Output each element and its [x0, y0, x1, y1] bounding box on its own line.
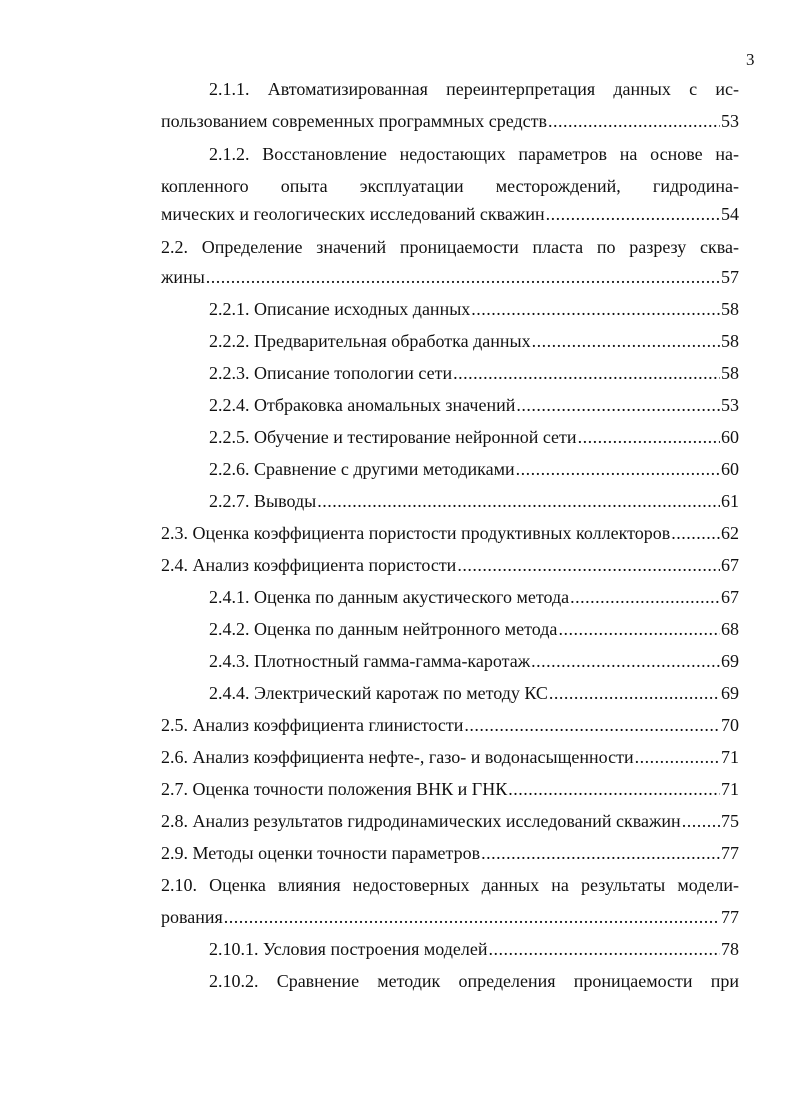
toc-entry-2-1-1	[161, 110, 739, 132]
dot-leader	[489, 938, 721, 960]
toc-page-number: 70	[721, 715, 739, 735]
toc-entry-2-6	[161, 746, 739, 768]
toc-page-number: 57	[721, 267, 739, 287]
toc-page-number: 58	[721, 363, 739, 383]
toc-entry-title: 2.3. Оценка коэффициента пористости продуктивных коллекторов	[161, 523, 671, 543]
toc-page-number: 71	[721, 747, 739, 767]
toc-entry-title: 2.4.4. Электрический каротаж по методу КС	[209, 683, 548, 703]
dot-leader	[671, 522, 720, 544]
toc-entry-2-1-2	[161, 203, 739, 225]
toc-entry-title: 2.2.5. Обучение и тестирование нейронной сети	[209, 427, 577, 447]
toc-page-number: 53	[721, 395, 739, 415]
toc-page-number: 58	[721, 299, 739, 319]
toc-entry-title: 2.2.6. Сравнение с другими методиками	[209, 459, 515, 479]
toc-entry-title: мических и геологических исследований скважин	[161, 204, 545, 224]
dot-leader	[224, 906, 720, 928]
toc-page-number: 62	[721, 523, 739, 543]
toc-entry-2-1-2-line-2: копленного опыта эксплуатации месторождений, гидродина-	[161, 176, 739, 196]
toc-entry-title: 2.10.1. Условия построения моделей	[209, 939, 488, 959]
dot-leader	[531, 650, 720, 672]
toc-page-number: 77	[721, 843, 739, 863]
toc-entry-title: пользованием современных программных средств	[161, 111, 547, 131]
toc-page-number: 58	[721, 331, 739, 351]
toc-page-number: 77	[721, 907, 739, 927]
toc-entry-title: 2.2.7. Выводы	[209, 491, 317, 511]
dot-leader	[558, 618, 720, 640]
dot-leader	[457, 554, 720, 576]
dot-leader	[516, 458, 720, 480]
toc-entry-title: 2.4.3. Плотностный гамма-гамма-каротаж	[209, 651, 531, 671]
toc-entry-2-2-5	[209, 426, 739, 448]
toc-entry-2-8	[161, 810, 739, 832]
dot-leader	[464, 714, 720, 736]
toc-entry-2-2-6	[209, 458, 739, 480]
toc-page-number: 75	[721, 811, 739, 831]
toc-entry-title: 2.8. Анализ результатов гидродинамических исследований скважин	[161, 811, 681, 831]
toc-page-number: 69	[721, 651, 739, 671]
toc-entry-title: 2.9. Методы оценки точности параметров	[161, 843, 481, 863]
toc-entry-2-4	[161, 554, 739, 576]
dot-leader	[453, 362, 720, 384]
dot-leader	[548, 110, 720, 132]
toc-page-number: 67	[721, 587, 739, 607]
toc-page-number: 61	[721, 491, 739, 511]
dot-leader	[682, 810, 720, 832]
toc-entry-2-1-2-line-1: 2.1.2. Восстановление недостающих параметров на основе на-	[209, 144, 739, 164]
toc-entry-2-10-1	[209, 938, 739, 960]
toc-entry-title: 2.4.1. Оценка по данным акустического метода	[209, 587, 570, 607]
toc-entry-2-10	[161, 906, 739, 928]
toc-entry-title: 2.6. Анализ коэффициента нефте-, газо- и водонасыщенности	[161, 747, 634, 767]
toc-entry-2-4-2	[209, 618, 739, 640]
toc-entry-title: рования	[161, 907, 223, 927]
toc-entry-2-9	[161, 842, 739, 864]
dot-leader	[516, 394, 720, 416]
toc-entry-2-2	[161, 266, 739, 288]
dot-leader	[471, 298, 720, 320]
toc-entry-title: жины	[161, 267, 205, 287]
toc-entry-2-1-1-line-1: 2.1.1. Автоматизированная переинтерпретация данных с ис-	[209, 79, 739, 99]
toc-page-number: 54	[721, 204, 739, 224]
toc-entry-2-2-3	[209, 362, 739, 384]
toc-entry-2-2-2	[209, 330, 739, 352]
toc-entry-2-4-4	[209, 682, 739, 704]
page-number: 3	[746, 50, 755, 69]
toc-page-number: 53	[721, 111, 739, 131]
toc-entry-2-4-3	[209, 650, 739, 672]
toc-entry-2-4-1	[209, 586, 739, 608]
dot-leader	[546, 203, 720, 225]
toc-page-number: 60	[721, 459, 739, 479]
toc-entry-title: 2.4. Анализ коэффициента пористости	[161, 555, 457, 575]
toc-page-number: 78	[721, 939, 739, 959]
toc-entry-title: 2.4.2. Оценка по данным нейтронного метода	[209, 619, 558, 639]
toc-entry-2-10-2-line-1: 2.10.2. Сравнение методик определения проницаемости при	[209, 971, 739, 991]
toc-entry-2-5	[161, 714, 739, 736]
toc-page-number: 68	[721, 619, 739, 639]
toc-entry-title: 2.2.3. Описание топологии сети	[209, 363, 453, 383]
toc-entry-title: 2.5. Анализ коэффициента глинистости	[161, 715, 464, 735]
toc-page-number: 60	[721, 427, 739, 447]
toc-entry-2-7	[161, 778, 739, 800]
toc-entry-2-2-line-1: 2.2. Определение значений проницаемости пласта по разрезу сква-	[161, 237, 739, 257]
dot-leader	[481, 842, 720, 864]
toc-entry-2-2-7	[209, 490, 739, 512]
toc-entry-title: 2.2.1. Описание исходных данных	[209, 299, 471, 319]
dot-leader	[578, 426, 720, 448]
toc-page-number: 67	[721, 555, 739, 575]
toc-entry-2-3	[161, 522, 739, 544]
toc-entry-2-2-4	[209, 394, 739, 416]
toc-entry-title: 2.2.2. Предварительная обработка данных	[209, 331, 531, 351]
toc-entry-2-2-1	[209, 298, 739, 320]
dot-leader	[206, 266, 720, 288]
dot-leader	[635, 746, 720, 768]
toc-entry-2-10-line-1: 2.10. Оценка влияния недостоверных данных на результаты модели-	[161, 875, 739, 895]
dot-leader	[532, 330, 720, 352]
toc-entry-title: 2.2.4. Отбраковка аномальных значений	[209, 395, 516, 415]
toc-page-number: 69	[721, 683, 739, 703]
toc-page-number: 71	[721, 779, 739, 799]
dot-leader	[570, 586, 720, 608]
toc-entry-title: 2.7. Оценка точности положения ВНК и ГНК	[161, 779, 508, 799]
dot-leader	[317, 490, 720, 512]
dot-leader	[549, 682, 720, 704]
dot-leader	[508, 778, 720, 800]
